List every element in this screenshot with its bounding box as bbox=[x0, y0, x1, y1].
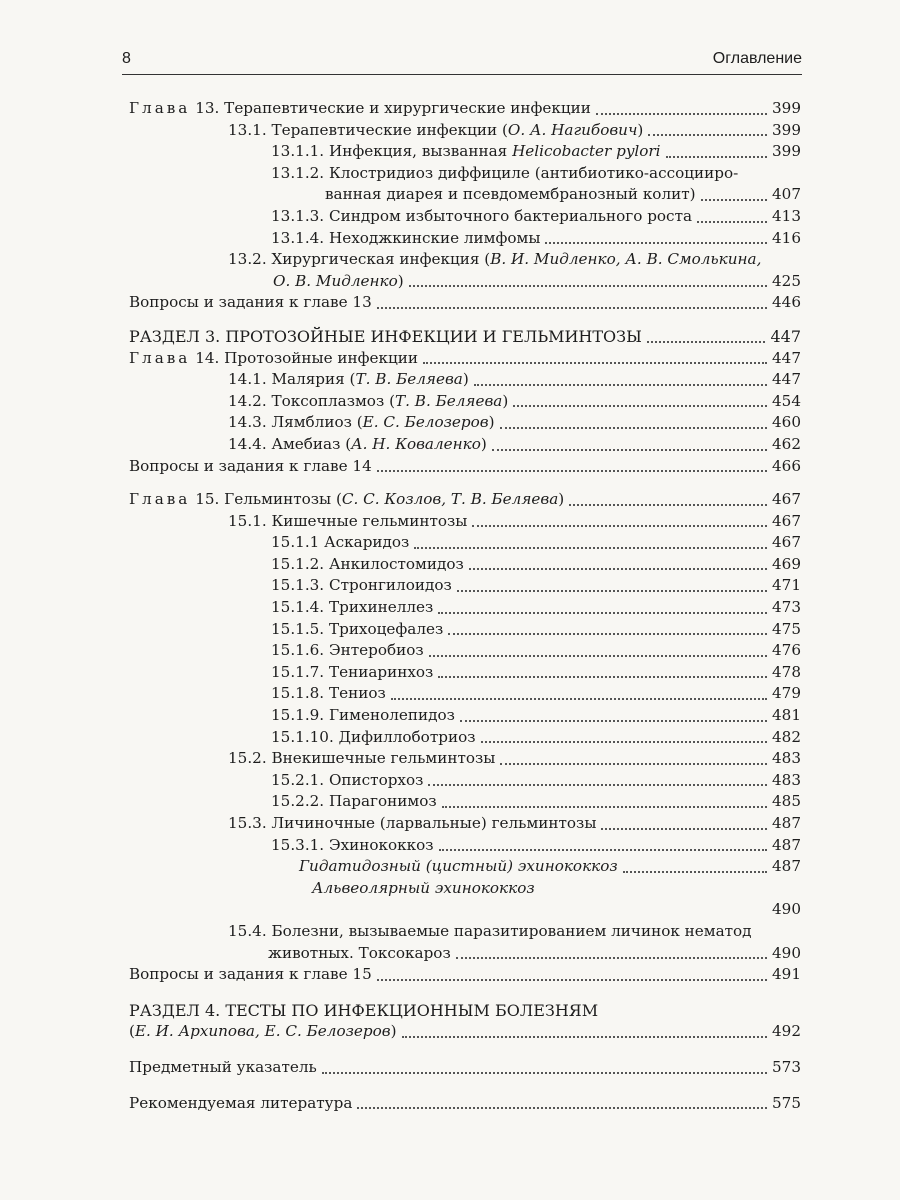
entry-label: 15.2. Внекишечные гельминтозы bbox=[228, 749, 496, 768]
entry-label: Альвеолярный эхинококкоз bbox=[312, 878, 535, 897]
page-ref: 487 bbox=[772, 814, 801, 832]
entry-label: 13.1.1. Инфекция, вызванная bbox=[271, 142, 513, 161]
leader-dots bbox=[569, 504, 767, 506]
page-ref: 479 bbox=[772, 684, 801, 703]
chapter-prefix: Глава bbox=[129, 490, 191, 509]
leader-dots bbox=[474, 384, 767, 386]
page-ref: 466 bbox=[772, 456, 801, 475]
page-ref: 469 bbox=[772, 554, 801, 573]
page-ref: 467 bbox=[772, 511, 801, 530]
toc-questions-13[interactable] bbox=[129, 292, 801, 314]
page-ref: 487 bbox=[772, 857, 801, 876]
leader-dots bbox=[414, 547, 767, 549]
entry-label-line1: 13.1.2. Клостридиоз диффициле (антибиотико-ассоцииро- bbox=[271, 163, 739, 182]
entry-label: Вопросы и задания к главе 14 bbox=[129, 456, 372, 475]
entry-label: 15.1.10. Дифиллоботриоз bbox=[271, 727, 476, 746]
paren-close: ) bbox=[480, 434, 487, 453]
toc-subsection-15-1-10[interactable] bbox=[129, 727, 801, 749]
page-ref: 447 bbox=[770, 326, 801, 346]
leader-dots bbox=[377, 307, 767, 309]
entry-authors: С. С. Козлов, Т. В. Беляева bbox=[341, 490, 559, 509]
page-ref: 475 bbox=[772, 619, 801, 638]
page-ref: 407 bbox=[772, 185, 801, 204]
entry-author: Т. В. Беляева bbox=[395, 391, 503, 410]
toc-subsection-15-1-3[interactable] bbox=[129, 575, 801, 597]
entry-label-line2: ванная диарея и псевдомембранозный колит) bbox=[325, 185, 696, 204]
page-ref: 460 bbox=[772, 413, 801, 432]
entry-label: 15.1.9. Гименолепидоз bbox=[271, 706, 455, 725]
chapter-title: 14. Протозойные инфекции bbox=[195, 348, 419, 367]
toc-chapter-14[interactable] bbox=[129, 348, 801, 370]
leader-dots bbox=[456, 957, 767, 959]
entry-label: 13.1. Терапевтические инфекции ( bbox=[228, 120, 508, 139]
leader-dots bbox=[545, 242, 767, 244]
leader-dots bbox=[666, 156, 767, 158]
paren-open: ( bbox=[129, 1022, 135, 1041]
toc-literature[interactable] bbox=[129, 1093, 801, 1115]
toc-subsection-15-2-1[interactable] bbox=[129, 770, 801, 792]
toc-subsection-15-1-6[interactable] bbox=[129, 640, 801, 662]
page-ref: 416 bbox=[772, 228, 801, 247]
running-header bbox=[122, 44, 802, 75]
table-of-contents bbox=[129, 98, 801, 1114]
leader-dots bbox=[623, 871, 767, 873]
page-ref: 447 bbox=[772, 370, 801, 389]
leader-dots bbox=[492, 449, 767, 451]
leader-dots bbox=[647, 341, 766, 343]
toc-subject-index[interactable] bbox=[129, 1057, 801, 1079]
leader-dots bbox=[596, 113, 767, 115]
toc-subsection-15-1-9[interactable] bbox=[129, 705, 801, 727]
toc-questions-15[interactable] bbox=[129, 964, 801, 986]
toc-subsection-15-2-2[interactable] bbox=[129, 791, 801, 813]
leader-dots bbox=[442, 806, 767, 808]
chapter-title: 15. Гельминтозы ( bbox=[195, 490, 342, 509]
leader-dots bbox=[513, 405, 767, 407]
paren-close: ) bbox=[488, 413, 495, 432]
toc-section-15-3[interactable] bbox=[129, 813, 801, 835]
page-ref: 399 bbox=[772, 142, 801, 161]
toc-section-13-1[interactable] bbox=[129, 120, 801, 142]
toc-item-alveolar[interactable] bbox=[129, 878, 801, 921]
entry-author: А. Н. Коваленко bbox=[351, 434, 481, 453]
leader-dots bbox=[377, 979, 767, 981]
page-ref: 491 bbox=[772, 965, 801, 984]
page-ref: 467 bbox=[772, 533, 801, 552]
entry-label: Гидатидозный (цистный) эхинококкоз bbox=[299, 857, 618, 876]
leader-dots bbox=[448, 633, 767, 635]
page-ref: 447 bbox=[772, 348, 801, 367]
leader-dots bbox=[429, 655, 767, 657]
paren-close: ) bbox=[558, 490, 565, 509]
toc-section-15-4[interactable] bbox=[129, 921, 801, 964]
page-ref: 490 bbox=[772, 900, 801, 919]
chapter-title: 13. Терапевтические и хирургические инфекции bbox=[195, 99, 591, 117]
toc-section-15-2[interactable] bbox=[129, 748, 801, 770]
page-ref: 399 bbox=[772, 99, 801, 117]
toc-subsection-13-1-3[interactable] bbox=[129, 206, 801, 228]
entry-label: 15.1.3. Стронгилоидоз bbox=[271, 576, 452, 595]
toc-section-14-2[interactable] bbox=[129, 391, 801, 413]
leader-dots bbox=[402, 1036, 767, 1038]
paren-close: ) bbox=[397, 271, 404, 290]
part-title: РАЗДЕЛ 3. ПРОТОЗОЙНЫЕ ИНФЕКЦИИ И ГЕЛЬМИНТОЗЫ bbox=[129, 326, 642, 346]
entry-label: 14.3. Лямблиоз ( bbox=[228, 413, 363, 432]
leader-dots bbox=[357, 1107, 767, 1109]
leader-dots bbox=[472, 525, 767, 527]
entry-label: 15.3. Личиночные (ларвальные) гельминтозы bbox=[228, 814, 597, 832]
page-number: 8 bbox=[122, 50, 131, 67]
page-ref: 485 bbox=[772, 792, 801, 811]
page-ref: 476 bbox=[772, 641, 801, 660]
page-ref: 399 bbox=[772, 120, 801, 139]
chapter-prefix: Глава bbox=[129, 99, 191, 117]
entry-label: 15.1.8. Тениоз bbox=[271, 684, 386, 703]
leader-dots bbox=[601, 828, 767, 830]
entry-label: 14.1. Малярия ( bbox=[228, 370, 356, 389]
leader-dots bbox=[423, 362, 767, 364]
entry-label: 15.2.1. Описторхоз bbox=[271, 770, 424, 789]
leader-dots bbox=[648, 134, 767, 136]
toc-section-15-1[interactable] bbox=[129, 511, 801, 533]
leader-dots bbox=[438, 676, 767, 678]
entry-label: 13.2. Хирургическая инфекция ( bbox=[228, 250, 491, 269]
chapter-prefix: Глава bbox=[129, 348, 191, 367]
entry-label: 13.1.4. Неходжкинские лимфомы bbox=[271, 228, 541, 247]
entry-label: 15.1.7. Тениаринхоз bbox=[271, 662, 434, 681]
entry-label: 15.2.2. Парагонимоз bbox=[271, 792, 437, 811]
entry-label: 14.2. Токсоплазмоз ( bbox=[228, 391, 395, 410]
entry-label: 15.1.1 Аскаридоз bbox=[271, 533, 410, 552]
paren-close: ) bbox=[637, 120, 644, 139]
entry-author: Т. В. Беляева bbox=[355, 370, 463, 389]
page-ref: 492 bbox=[772, 1022, 801, 1041]
leader-dots bbox=[391, 698, 767, 700]
leader-dots bbox=[697, 221, 767, 223]
toc-section-14-4[interactable] bbox=[129, 434, 801, 456]
entry-label: Предметный указатель bbox=[129, 1057, 317, 1076]
page-ref: 483 bbox=[772, 749, 801, 768]
page-ref: 490 bbox=[772, 943, 801, 962]
toc-section-13-2[interactable] bbox=[129, 249, 801, 292]
toc-subsection-13-1-1[interactable] bbox=[129, 141, 801, 163]
entry-label-line1: 15.4. Болезни, вызываемые паразитированием личинок нематод bbox=[228, 921, 752, 940]
page-ref: 471 bbox=[772, 576, 801, 595]
leader-dots bbox=[481, 741, 767, 743]
page-ref: 487 bbox=[772, 835, 801, 854]
toc-part-4[interactable] bbox=[129, 1000, 801, 1043]
toc-item-hydatid[interactable] bbox=[129, 856, 801, 878]
entry-author: О. А. Нагибович bbox=[507, 120, 638, 139]
leader-dots bbox=[409, 285, 767, 287]
toc-chapter-15[interactable] bbox=[129, 489, 801, 511]
page-ref: 446 bbox=[772, 293, 801, 312]
entry-label: 15.3.1. Эхинококкоз bbox=[271, 835, 434, 854]
leader-dots bbox=[322, 1072, 767, 1074]
entry-label: Вопросы и задания к главе 13 bbox=[129, 293, 372, 312]
toc-subsection-15-1-2[interactable] bbox=[129, 554, 801, 576]
leader-dots bbox=[469, 568, 767, 570]
leader-dots bbox=[457, 590, 767, 592]
toc-section-14-1[interactable] bbox=[129, 369, 801, 391]
entry-label: 15.1.5. Трихоцефалез bbox=[271, 619, 444, 638]
toc-subsection-15-3-1[interactable] bbox=[129, 835, 801, 857]
entry-label: 15.1. Кишечные гельминтозы bbox=[228, 511, 468, 530]
page-ref: 473 bbox=[772, 598, 801, 617]
entry-authors: Е. И. Архипова, Е. С. Белозеров bbox=[134, 1022, 391, 1041]
entry-label: 14.4. Амебиаз ( bbox=[228, 434, 352, 453]
page-ref: 481 bbox=[772, 706, 801, 725]
toc-part-3[interactable] bbox=[129, 326, 801, 348]
toc-subsection-15-1-7[interactable] bbox=[129, 662, 801, 684]
entry-author: Е. С. Белозеров bbox=[362, 413, 489, 432]
entry-label: Рекомендуемая литература bbox=[129, 1093, 353, 1112]
page-ref: 413 bbox=[772, 206, 801, 225]
paren-close: ) bbox=[462, 370, 469, 389]
toc-questions-14[interactable] bbox=[129, 456, 801, 478]
leader-dots bbox=[428, 784, 767, 786]
paren-close: ) bbox=[390, 1022, 397, 1041]
entry-label: 13.1.3. Синдром избыточного бактериального роста bbox=[271, 206, 693, 225]
leader-dots bbox=[377, 470, 767, 472]
entry-label: 15.1.4. Трихинеллез bbox=[271, 598, 434, 617]
toc-subsection-15-1-1[interactable] bbox=[129, 532, 801, 554]
paren-close: ) bbox=[502, 391, 509, 410]
toc-subsection-13-1-2[interactable] bbox=[129, 163, 801, 206]
entry-italic: Helicobacter pylori bbox=[512, 142, 661, 161]
toc-subsection-15-1-5[interactable] bbox=[129, 619, 801, 641]
part-title: РАЗДЕЛ 4. ТЕСТЫ ПО ИНФЕКЦИОННЫМ БОЛЕЗНЯМ bbox=[129, 1000, 599, 1020]
entry-label: 15.1.2. Анкилостомидоз bbox=[271, 554, 464, 573]
entry-label-line2: животных. Токсокароз bbox=[268, 943, 451, 962]
leader-dots bbox=[701, 199, 767, 201]
entry-authors-line2: О. В. Мидленко bbox=[273, 271, 398, 290]
page-ref: 478 bbox=[772, 662, 801, 681]
page-ref: 483 bbox=[772, 770, 801, 789]
page-ref: 425 bbox=[772, 271, 801, 290]
leader-dots bbox=[438, 612, 767, 614]
page-ref: 575 bbox=[772, 1093, 801, 1112]
toc-subsection-15-1-4[interactable] bbox=[129, 597, 801, 619]
leader-dots bbox=[460, 720, 767, 722]
toc-chapter-13[interactable] bbox=[129, 98, 801, 120]
page-ref: 573 bbox=[772, 1057, 801, 1076]
page-ref: 482 bbox=[772, 727, 801, 746]
page-ref: 462 bbox=[772, 434, 801, 453]
section-title: Оглавление bbox=[712, 50, 802, 67]
leader-dots bbox=[500, 763, 767, 765]
entry-authors-line1: В. И. Мидленко, А. В. Смолькина, bbox=[490, 250, 762, 269]
toc-subsection-15-1-8[interactable] bbox=[129, 683, 801, 705]
leader-dots bbox=[439, 849, 767, 851]
leader-spacer bbox=[317, 914, 767, 916]
page-ref: 467 bbox=[772, 490, 801, 509]
toc-section-14-3[interactable] bbox=[129, 412, 801, 434]
entry-label: 15.1.6. Энтеробиоз bbox=[271, 641, 424, 660]
entry-label: Вопросы и задания к главе 15 bbox=[129, 965, 372, 984]
toc-subsection-13-1-4[interactable] bbox=[129, 228, 801, 250]
leader-dots bbox=[500, 427, 767, 429]
page-ref: 454 bbox=[772, 391, 801, 410]
